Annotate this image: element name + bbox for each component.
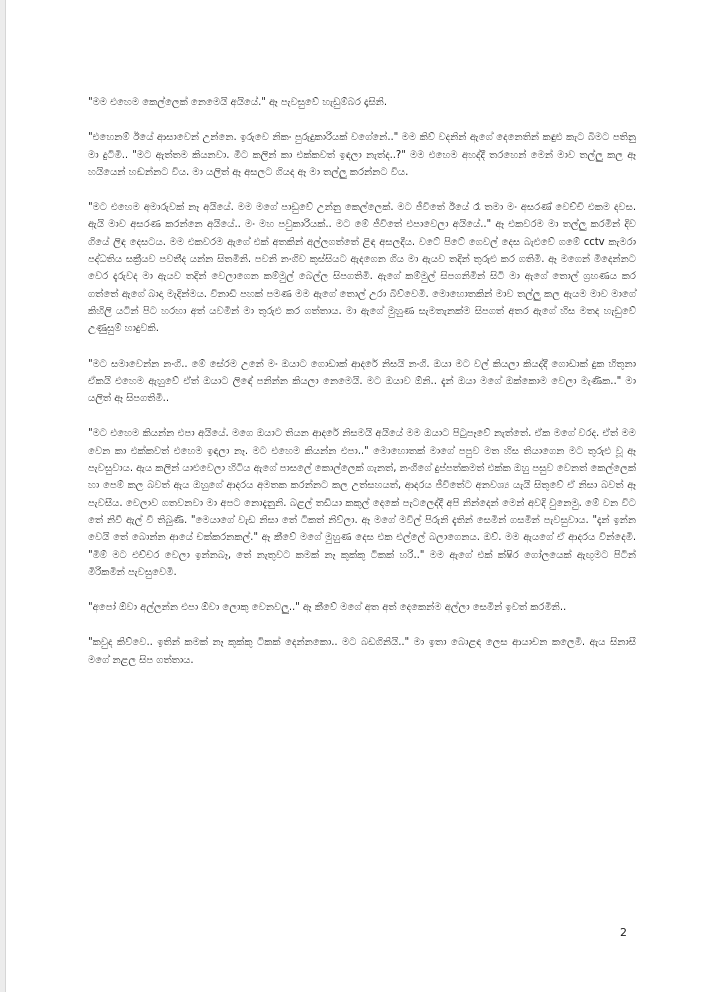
paragraph-6: "අපෝ ඕවා අල්ලන්න එපා ඕවා ලොකු වෙනවලු.." ඈ කීවේ මගේ අත අත් දෙකෙන්ම අල්ලා සෙමින් ඉවත් කරමිනි..	[88, 602, 567, 614]
document-body	[88, 94, 636, 687]
page-edge-shadow	[0, 0, 6, 992]
page-number: 2	[620, 926, 627, 939]
paragraph-2: "එහෙනම් ඊයේ ආසාවෙන් උන්නෙ. ඉරුවෙ නිකං පුරුදුකාරියක් වගේනේ.." මම කිව් වදනින් ඇගේ දෙනෙතින් කඳුළු කැට බිමට පතිනු මා දුටිමි.. "මට ඇත්තම කියනවා. මීට කලින් කා එක්කවත් ඉඳලා නැත්ද..?" මම එහෙම අහද්දී තරහෙන් මෙන් මාව තල්ලු කල ඈ හයියෙන් හඬන්නට විය. මා යලිත් ඈ අසලට ගියද ඈ මා තල්ලු කරන්නට විය.	[88, 132, 636, 178]
paragraph-7: "කවුද කිව්වෙ.. ඉතින් කමක් නෑ කුක්කු ටිකක් දෙන්නකො.. මට බඩගිනියි.." මා ඉතා බොළඳ ලෙස ආයාචන කලෙමි. ඇය සිනාසී මගේ නළල සිප ගත්තාය.	[88, 637, 636, 666]
paragraph-5: "මට එහෙම කියන්න එපා අයියේ. මගෙ ඔයාට තියන ආදරේ නිසමයි අයියේ මම ඔයාට පිටුපෑවේ නැත්තේ. ඒක මගේ වරද. ඒත් මම වෙන කා එක්කවත් එහෙම ඉඳලා නෑ. මට එහෙම කියන්න එපා.." මොහොතක් මාගේ පපුව මත හිස තියාගෙන මට තුරුළු වූ ඈ පැවසුවාය. ඇය කලින් යාළුවෙලා හිටිය ඇගේ පාසලේ කොල්ලෙක් ගැනත්, නංගිගේ දුප්පත්කමත් එක්ක ඔහු පසුව වෙනත් කෙල්ලෙක් හා පෙම් කල බවත් ඇය ඔහුගේ ආදරය අමතක කරන්නට කල උත්සහයත්, ආදරය ජීවිතේට අනවශ්‍ය යැයි සිතුවේ ඒ නිසා බවත් ඈ පැවසීය. වෙලාව ගතවනවා මා අපට නොදැනුනි. බළල් තඩියා කකුල් දෙකේ පැටලෙද්දී අපි නින්දෙන් මෙන් අවදි වුනෙමු. මේ වන විට තේ නිවී ඇල් වී තිබුණි. "මෙයාගේ වැඩ නිසා තේ ටිකත් නිව්ලා. ඈ මගේ මවිල් පිරුනි දැතින් සෙමින් ගසමින් පැවසුවාය. "දැන් ඉන්න වෙයි තේ බොන්න ආයේ චක්කරනකල්." ඈ කීවේ මගේ මුහුණ දෙස එක එල්ලේ බලාගෙනය. ඔව්. මම ඇයගේ ඒ ආදරය වින්දෙමි. "මිම් මට එච්චර වෙලා ඉන්නබෑ, තේ නැතුවට කමක් නෑ කුක්කු ටිකක් හරි.." මම ඇගේ එක් ක්ෂිර ගෝලයෙක් ඇඟුමට පිටින් මිරිකමින් පැවසුවෙමි.	[88, 428, 636, 578]
paragraph-1: "මම එහෙම කෙල්ලෙක් නෙමෙයි අයියේ." ඈ පැවසුවේ හැඩුම්බර දෑසිනි.	[88, 97, 387, 108]
paragraph-3: "මට එහෙම අමාරුවක් නෑ අයියේ. මම මගේ පාඩුවේ උන්නු කෙල්ලෙක්. මට ජීවිතේ ඊයේ රෑ තමා මං අසරණ් වෙච්චි එකම දවස. ඇයි මාව අසරණ කරන්නෙ අයියේ.. මං මහ පවුකාරියක්.. මට මේ ජීවිතේ එපාවෙලා අයියේ.." ඈ එකවරම මා තල්ලු කරමින් දිව ගියේ ලිඳ දෙසටය. මම එකවරම ඇගේ එක් අතකින් අල්ලගත්තේ ළිඳ අසලදීය. වටේ පිටේ ගෙවල් දෙස බැළුවේ ගමේ cctv කැමරා පද්ධතිය සක්‍රීයව පවතීද යන්න සිතමිනි. පවනි නංගිව කුස්සියට ඇදගෙන ගිය මා ඇයව තදින් තුරුළු කර ගතිමි. ඈ මගෙන් මිදෙන්නට වෙර දැරුවද මා ඇයව තදින් වෙලාගෙන කම්මුල් බෙල්ල සිපගතිමි. ඇගේ කම්මුල් සිපගනිමින් සිටි මා ඇගේ තොල් ග්‍රහණය කර ගත්තේ ඇගේ බාදා මැදින්මය. විනාඩි පහක් පමණ මම ඇගේ තොල් උරා බිව්වෙමි. මොහොතකින් මාව තල්ලු කල ඇයම මාව මාගේ කිහිලි යටින් පිට හරහා අත් යවමින් මා තුරුළු කර ගත්තාය. මා ඇගේ මුහුණ සැමතැනක්ම සිපගත් අතර ඇගේ හිස මතද හැඩුවේ උණුසුම් හාදුවකි.	[88, 202, 636, 335]
paragraph-4: "මට සමාවෙන්න නංගි.. මේ සේරම උනේ මං ඔයාට ගොඩාක් ආදරේ නිසයි නංගි. ඔයා මට වල් කියලා කියද්දී ගොඩාක් දුක හිතුනා ඒකයි එහෙම ඇහුවේ ඒත් ඔයාට ලිඳේ පනින්න කියලා නෙමෙයි. මට ඔයාව ඕනි.. දැන් ඔයා මගේ ඔක්කොම වෙලා මැණික.." මා යලිත් ඈ සිපගතිමි..	[88, 358, 636, 405]
